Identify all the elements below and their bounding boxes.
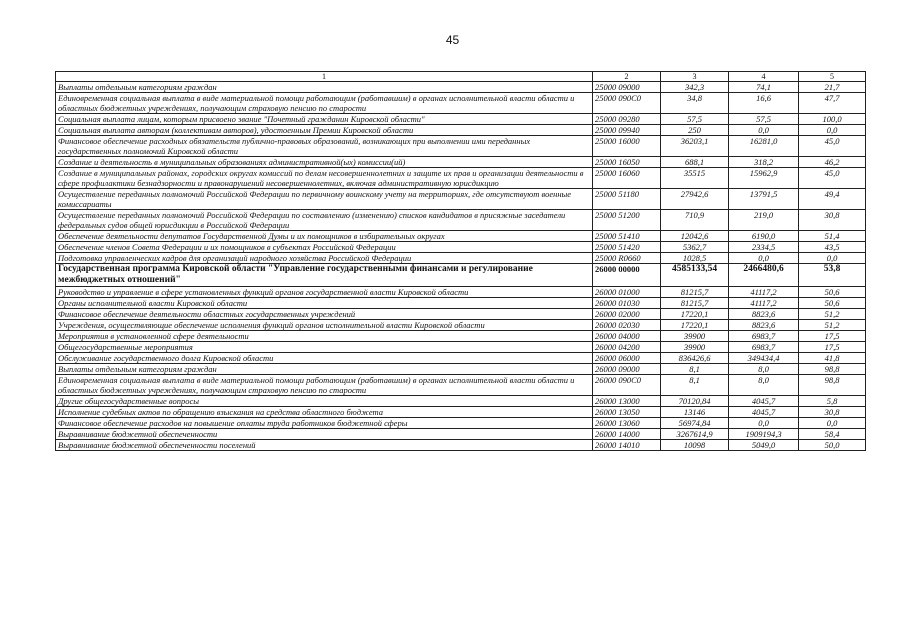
row-value-col4: 1909194,3: [729, 429, 799, 440]
table-row: [56, 364, 866, 375]
row-value-col3: 10098: [661, 440, 729, 451]
row-code: 25000 51410: [593, 231, 661, 242]
row-value-col5: 43,5: [799, 242, 866, 253]
row-value-col3: 8,1: [661, 375, 729, 396]
row-code: 26000 01000: [593, 287, 661, 298]
row-code: 26000 13060: [593, 418, 661, 429]
row-value-col5: 51,2: [799, 309, 866, 320]
table-row: [56, 93, 866, 114]
row-name: Выплаты отдельным категориям граждан: [56, 82, 593, 93]
table-row: [56, 210, 866, 231]
row-name: Выплаты отдельным категориям граждан: [56, 364, 593, 375]
row-value-col5: 17,5: [799, 331, 866, 342]
row-code: 26000 13050: [593, 407, 661, 418]
row-name: Учреждения, осуществляющие обеспечение исполнения функций органов исполнительной власти Кировской области: [56, 320, 593, 331]
row-name: Создание в муниципальных районах, городских округах комиссий по делам несовершеннолетних и защите их прав и организации деятельности в сфере профилактики безнадзорности и правонарушений несовершеннолетних, включая административную юрисдикцию: [56, 168, 593, 189]
row-value-col5: 30,8: [799, 407, 866, 418]
row-code: 25000 16050: [593, 157, 661, 168]
row-code: 26000 09000: [593, 364, 661, 375]
row-value-col4: 16,6: [729, 93, 799, 114]
table-row: [56, 168, 866, 189]
table-row: [56, 407, 866, 418]
row-name: Обслуживание государственного долга Кировской области: [56, 353, 593, 364]
table-row: [56, 253, 866, 264]
row-name: Обеспечение деятельности депутатов Государственной Думы и их помощников в избирательных округах: [56, 231, 593, 242]
row-value-col5: 100,0: [799, 114, 866, 125]
table-row: [56, 429, 866, 440]
row-value-col4: 13791,5: [729, 189, 799, 210]
row-value-col4: 15962,9: [729, 168, 799, 189]
row-code: 25000 R0660: [593, 253, 661, 264]
row-value-col3: 5362,7: [661, 242, 729, 253]
budget-table: [55, 71, 866, 451]
row-value-col5: 0,0: [799, 253, 866, 264]
row-value-col3: 1028,5: [661, 253, 729, 264]
row-name: Социальная выплата лицам, которым присвоено звание "Почетный гражданин Кировской области": [56, 114, 593, 125]
row-value-col5: 45,0: [799, 136, 866, 157]
row-value-col3: 12042,6: [661, 231, 729, 242]
row-value-col3: 342,3: [661, 82, 729, 93]
row-code: 26000 01030: [593, 298, 661, 309]
row-name: Выравнивание бюджетной обеспеченности поселений: [56, 440, 593, 451]
row-value-col3: 17220,1: [661, 309, 729, 320]
row-value-col4: 2334,5: [729, 242, 799, 253]
row-value-col3: 81215,7: [661, 287, 729, 298]
header-col-5: 5: [799, 72, 866, 82]
row-value-col4: 6983,7: [729, 331, 799, 342]
row-value-col4: 6190,0: [729, 231, 799, 242]
row-code: 25000 51200: [593, 210, 661, 231]
row-value-col3: 81215,7: [661, 298, 729, 309]
row-name: Финансовое обеспечение расходных обязательств публично-правовых образований, возникающих при выполнении ими переданных государственных полномочий Кировской области: [56, 136, 593, 157]
row-name: Другие общегосударственные вопросы: [56, 396, 593, 407]
row-value-col3: 4585133,54: [661, 264, 729, 287]
row-value-col4: 8,0: [729, 375, 799, 396]
row-value-col3: 688,1: [661, 157, 729, 168]
row-code: 26000 14010: [593, 440, 661, 451]
row-value-col5: 17,5: [799, 342, 866, 353]
row-name: Финансовое обеспечение расходов на повышение оплаты труда работников бюджетной сферы: [56, 418, 593, 429]
row-value-col4: 74,1: [729, 82, 799, 93]
row-name: Выравнивание бюджетной обеспеченности: [56, 429, 593, 440]
row-value-col3: 70120,84: [661, 396, 729, 407]
table-row: [56, 114, 866, 125]
row-value-col3: 39900: [661, 342, 729, 353]
table-row: [56, 375, 866, 396]
row-code: 25000 09940: [593, 125, 661, 136]
table-row: [56, 342, 866, 353]
row-value-col3: 56974,84: [661, 418, 729, 429]
row-value-col4: 349434,4: [729, 353, 799, 364]
table-row: [56, 189, 866, 210]
row-code: 26000 00000: [593, 264, 661, 287]
row-name: Обеспечение членов Совета Федерации и их помощников в субъектах Российской Федерации: [56, 242, 593, 253]
row-value-col5: 30,8: [799, 210, 866, 231]
row-value-col5: 0,0: [799, 125, 866, 136]
row-value-col5: 98,8: [799, 375, 866, 396]
row-value-col5: 58,4: [799, 429, 866, 440]
row-code: 26000 13000: [593, 396, 661, 407]
table-row: [56, 82, 866, 93]
row-code: 25000 090C0: [593, 93, 661, 114]
row-value-col4: 57,5: [729, 114, 799, 125]
row-value-col3: 710,9: [661, 210, 729, 231]
row-value-col4: 8823,6: [729, 309, 799, 320]
row-name: Осуществление переданных полномочий Российской Федерации по первичному воинскому учету на территориях, где отсутствуют военные комиссариаты: [56, 189, 593, 210]
row-value-col4: 4045,7: [729, 407, 799, 418]
table-row: [56, 320, 866, 331]
row-code: 26000 04200: [593, 342, 661, 353]
row-value-col4: 8823,6: [729, 320, 799, 331]
row-name: Общегосударственные мероприятия: [56, 342, 593, 353]
row-code: 26000 02000: [593, 309, 661, 320]
row-value-col4: 0,0: [729, 418, 799, 429]
table-row: [56, 125, 866, 136]
row-name: Финансовое обеспечение деятельности областных государственных учреждений: [56, 309, 593, 320]
table-body: [56, 82, 866, 451]
row-code: 26000 14000: [593, 429, 661, 440]
row-value-col4: 0,0: [729, 125, 799, 136]
header-col-4: 4: [729, 72, 799, 82]
row-name: Осуществление переданных полномочий Российской Федерации по составлению (изменению) списков кандидатов в присяжные заседатели федеральных судов общей юрисдикции в Российской Федерации: [56, 210, 593, 231]
row-name: Социальная выплата авторам (коллективам авторов), удостоенным Премии Кировской области: [56, 125, 593, 136]
table-row: [56, 231, 866, 242]
row-name: Создание и деятельность в муниципальных образованиях административной(ых) комиссии(ий): [56, 157, 593, 168]
row-value-col5: 45,0: [799, 168, 866, 189]
table-row: [56, 309, 866, 320]
table-header-row: [56, 72, 866, 82]
row-value-col4: 41117,2: [729, 287, 799, 298]
row-code: 25000 16060: [593, 168, 661, 189]
row-code: 25000 16000: [593, 136, 661, 157]
row-code: 26000 02030: [593, 320, 661, 331]
row-code: 25000 09280: [593, 114, 661, 125]
row-value-col3: 3267614,9: [661, 429, 729, 440]
table-row: [56, 298, 866, 309]
page-number: 45: [445, 33, 460, 47]
row-value-col5: 53,8: [799, 264, 866, 287]
table-row: [56, 157, 866, 168]
header-col-1: 1: [56, 72, 593, 82]
row-value-col5: 47,7: [799, 93, 866, 114]
row-value-col3: 250: [661, 125, 729, 136]
table-row: [56, 440, 866, 451]
row-value-col5: 0,0: [799, 418, 866, 429]
row-name: Мероприятия в установленной сфере деятельности: [56, 331, 593, 342]
table-row: [56, 242, 866, 253]
row-name: Единовременная социальная выплата в виде материальной помощи работающим (работавшим) в органах исполнительной власти области и областных бюджетных учреждениях, получающим страховую пенсию по старости: [56, 93, 593, 114]
row-name: Государственная программа Кировской области "Управление государственными финансами и регулирование межбюджетных отношений": [56, 264, 593, 287]
header-col-2: 2: [593, 72, 661, 82]
row-value-col3: 35515: [661, 168, 729, 189]
table-row: [56, 353, 866, 364]
table-row: [56, 331, 866, 342]
row-value-col4: 219,0: [729, 210, 799, 231]
row-value-col4: 41117,2: [729, 298, 799, 309]
row-value-col3: 27942,6: [661, 189, 729, 210]
row-value-col5: 5,8: [799, 396, 866, 407]
row-value-col5: 50,0: [799, 440, 866, 451]
row-value-col4: 8,0: [729, 364, 799, 375]
table-row: [56, 136, 866, 157]
row-code: 25000 09000: [593, 82, 661, 93]
row-value-col5: 50,6: [799, 298, 866, 309]
table-row: [56, 418, 866, 429]
row-value-col4: 6983,7: [729, 342, 799, 353]
row-value-col3: 836426,6: [661, 353, 729, 364]
row-name: Единовременная социальная выплата в виде материальной помощи работающим (работавшим) в органах исполнительной власти области и областных бюджетных учреждениях, получающим страховую пенсию по старости: [56, 375, 593, 396]
table-row: [56, 264, 866, 287]
row-value-col5: 41,8: [799, 353, 866, 364]
row-value-col3: 36203,1: [661, 136, 729, 157]
row-value-col4: 318,2: [729, 157, 799, 168]
row-value-col3: 8,1: [661, 364, 729, 375]
row-code: 26000 06000: [593, 353, 661, 364]
row-value-col3: 34,8: [661, 93, 729, 114]
row-value-col5: 51,2: [799, 320, 866, 331]
row-value-col4: 4045,7: [729, 396, 799, 407]
row-value-col5: 49,4: [799, 189, 866, 210]
row-value-col4: 2466480,6: [729, 264, 799, 287]
row-name: Руководство и управление в сфере установленных функций органов государственной власти Кировской области: [56, 287, 593, 298]
row-value-col3: 17220,1: [661, 320, 729, 331]
row-value-col4: 0,0: [729, 253, 799, 264]
row-value-col5: 51,4: [799, 231, 866, 242]
row-value-col5: 50,6: [799, 287, 866, 298]
row-code: 26000 090C0: [593, 375, 661, 396]
row-value-col3: 57,5: [661, 114, 729, 125]
row-value-col3: 39900: [661, 331, 729, 342]
row-value-col4: 16281,0: [729, 136, 799, 157]
table-row: [56, 396, 866, 407]
row-code: 26000 04000: [593, 331, 661, 342]
header-col-3: 3: [661, 72, 729, 82]
table-row: [56, 287, 866, 298]
row-value-col5: 21,7: [799, 82, 866, 93]
row-name: Исполнение судебных актов по обращению взыскания на средства областного бюджета: [56, 407, 593, 418]
row-name: Подготовка управленческих кадров для организаций народного хозяйства Российской Федерации: [56, 253, 593, 264]
row-value-col5: 98,8: [799, 364, 866, 375]
row-name: Органы исполнительной власти Кировской области: [56, 298, 593, 309]
row-value-col4: 5049,0: [729, 440, 799, 451]
row-value-col5: 46,2: [799, 157, 866, 168]
row-value-col3: 13146: [661, 407, 729, 418]
row-code: 25000 51180: [593, 189, 661, 210]
row-code: 25000 51420: [593, 242, 661, 253]
